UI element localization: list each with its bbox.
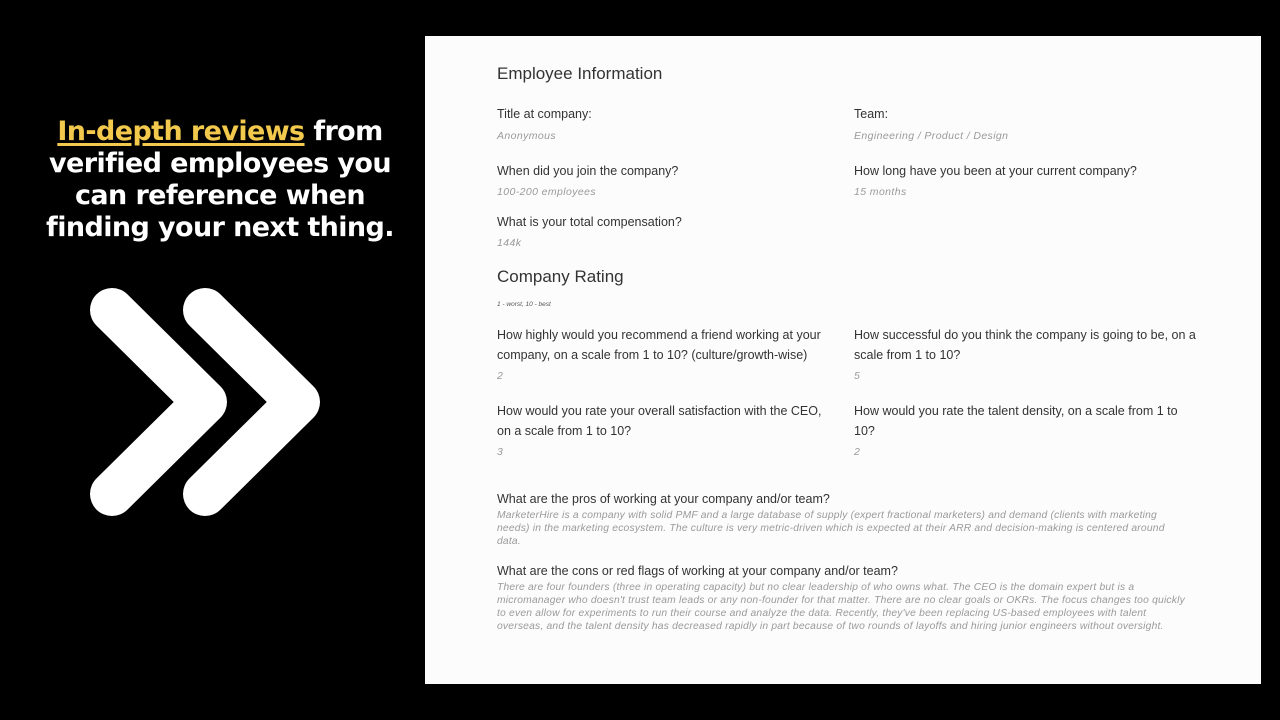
company-rating-heading: Company Rating (497, 267, 624, 286)
success-value: 5 (854, 370, 861, 382)
success-label: How successful do you think the company is going to be, on a scale from 1 to 10? (854, 328, 1196, 362)
compensation-value: 144k (497, 237, 522, 249)
join-date-label: When did you join the company? (497, 164, 679, 178)
recommend-label: How highly would you recommend a friend working at your company, on a scale from 1 to 10? (culture/growth-wise) (497, 328, 821, 362)
title-at-company-value: Anonymous (497, 130, 557, 142)
join-date-value: 100-200 employees (497, 186, 597, 198)
tenure-label: How long have you been at your current company? (854, 164, 1137, 178)
talent-label: How would you rate the talent density, on a scale from 1 to 10? (854, 404, 1178, 438)
pros-label: What are the pros of working at your company and/or team? (497, 492, 830, 506)
team-value: Engineering / Product / Design (854, 130, 1009, 142)
promo-text: from verified employees you can reference when finding your next thing. (46, 116, 394, 243)
cons-value: There are four founders (three in operating capacity) but no clear leadership of who owns what. The CEO is the domain expert but is a micromanager who doesn't trust team leads or any non-founder for that matter. There are no clear goals or OKRs. The focus changes too quickly to even allow for experiments to run their course and analyze the data. Recently, they've been replacing US-based employees with talent overseas, and the talent density has decreased rapidly in part because of two rounds of layoffs and hiring junior engineers without oversight. (497, 582, 1185, 632)
recommend-value: 2 (497, 370, 504, 382)
ceo-value: 3 (497, 446, 504, 458)
compensation-label: What is your total compensation? (497, 215, 682, 229)
promo-highlight: In-depth reviews (57, 116, 305, 147)
scale-note: 1 - worst, 10 - best (497, 301, 551, 308)
cons-label: What are the cons or red flags of working at your company and/or team? (497, 564, 898, 578)
employee-info-heading: Employee Information (497, 64, 663, 83)
review-card (425, 36, 1261, 684)
title-at-company-label: Title at company: (497, 107, 592, 121)
pros-value: MarketerHire is a company with solid PMF and a large database of supply (expert fractional marketers) and demand (clients with marketing needs) in the marketing ecosystem. The culture is very metric-driven which is expected at their ARR and decision-making is centered around data. (497, 510, 1165, 547)
tenure-value: 15 months (854, 186, 907, 198)
ceo-label: How would you rate your overall satisfaction with the CEO, on a scale from 1 to 10? (497, 404, 822, 438)
talent-value: 2 (854, 446, 861, 458)
double-chevron-right-icon (80, 278, 330, 526)
promo-headline (20, 116, 420, 244)
team-label: Team: (854, 107, 889, 121)
